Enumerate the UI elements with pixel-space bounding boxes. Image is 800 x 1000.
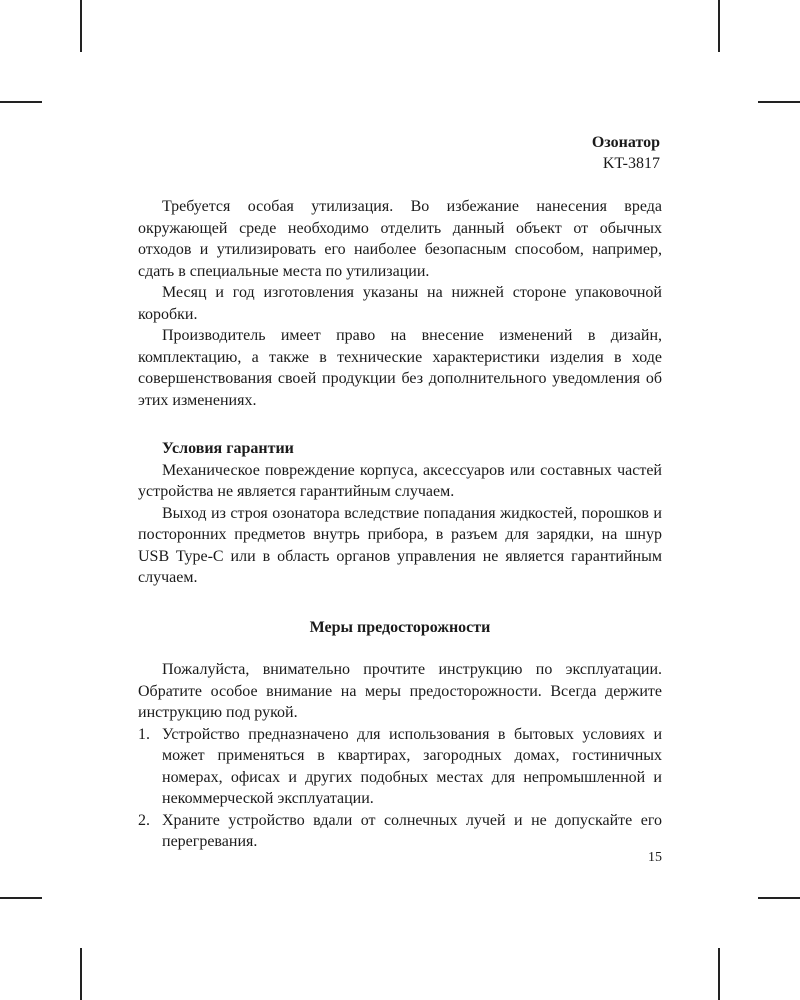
precautions-list <box>138 724 662 853</box>
list-item-number: 2. <box>138 811 150 829</box>
page-header <box>592 132 660 174</box>
crop-mark-bottom-left <box>80 948 82 1000</box>
product-model: KT-3817 <box>602 155 660 172</box>
crop-mark-left-top <box>0 101 42 103</box>
list-item <box>138 810 662 853</box>
disposal-paragraph: Требуется особая утилизация. Во избежание нанесения вреда окружающей среде необходимо отделить данный объект от обычных отходов и утилизировать его наиболее безопасным способом, например, сдать в специальные места по утилизации. <box>138 198 662 280</box>
crop-mark-right-top <box>758 101 800 103</box>
crop-mark-bottom-right <box>718 948 720 1000</box>
crop-mark-top-left <box>80 0 82 52</box>
list-item-text: Храните устройство вдали от солнечных лучей и не допускайте его перегревания. <box>162 811 662 850</box>
page-content <box>138 196 662 853</box>
product-name: Озонатор <box>591 134 660 151</box>
list-item <box>138 724 662 810</box>
list-item-number: 1. <box>138 725 150 743</box>
page-number: 15 <box>648 850 662 865</box>
crop-mark-right-bottom <box>758 897 800 899</box>
warranty-heading: Условия гарантии <box>162 440 294 457</box>
design-changes-paragraph: Производитель имеет право на внесение изменений в дизайн, комплектацию, а также в технические характеристики изделия в ходе совершенствования своей продукции без дополнительного уведомления об этих изменениях. <box>138 327 662 409</box>
crop-mark-top-right <box>718 0 720 52</box>
warranty-paragraph: Выход из строя озонатора вследствие попадания жидкостей, порошков и посторонних предметов внутрь прибора, в разъем для зарядки, на шнур USB Type-C или в область органов управления не является гарантийным случаем. <box>138 504 662 586</box>
precautions-intro: Пожалуйста, внимательно прочтите инструкцию по эксплуатации. Обратите особое внимание на меры предосторожности. Всегда держите инструкцию под рукой. <box>138 661 662 721</box>
precautions-heading: Меры предосторожности <box>309 618 491 636</box>
manufacture-date-paragraph: Месяц и год изготовления указаны на нижней стороне упаковочной коробки. <box>138 284 662 323</box>
crop-mark-left-bottom <box>0 897 42 899</box>
list-item-text: Устройство предназначено для использования в бытовых условиях и может применяться в квартирах, загородных домах, гостиничных номерах, офисах и других подобных местах для непромышленной и некоммерческой эксплуатации. <box>162 725 662 807</box>
warranty-paragraph: Механическое повреждение корпуса, аксессуаров или составных частей устройства не является гарантийным случаем. <box>138 461 662 500</box>
